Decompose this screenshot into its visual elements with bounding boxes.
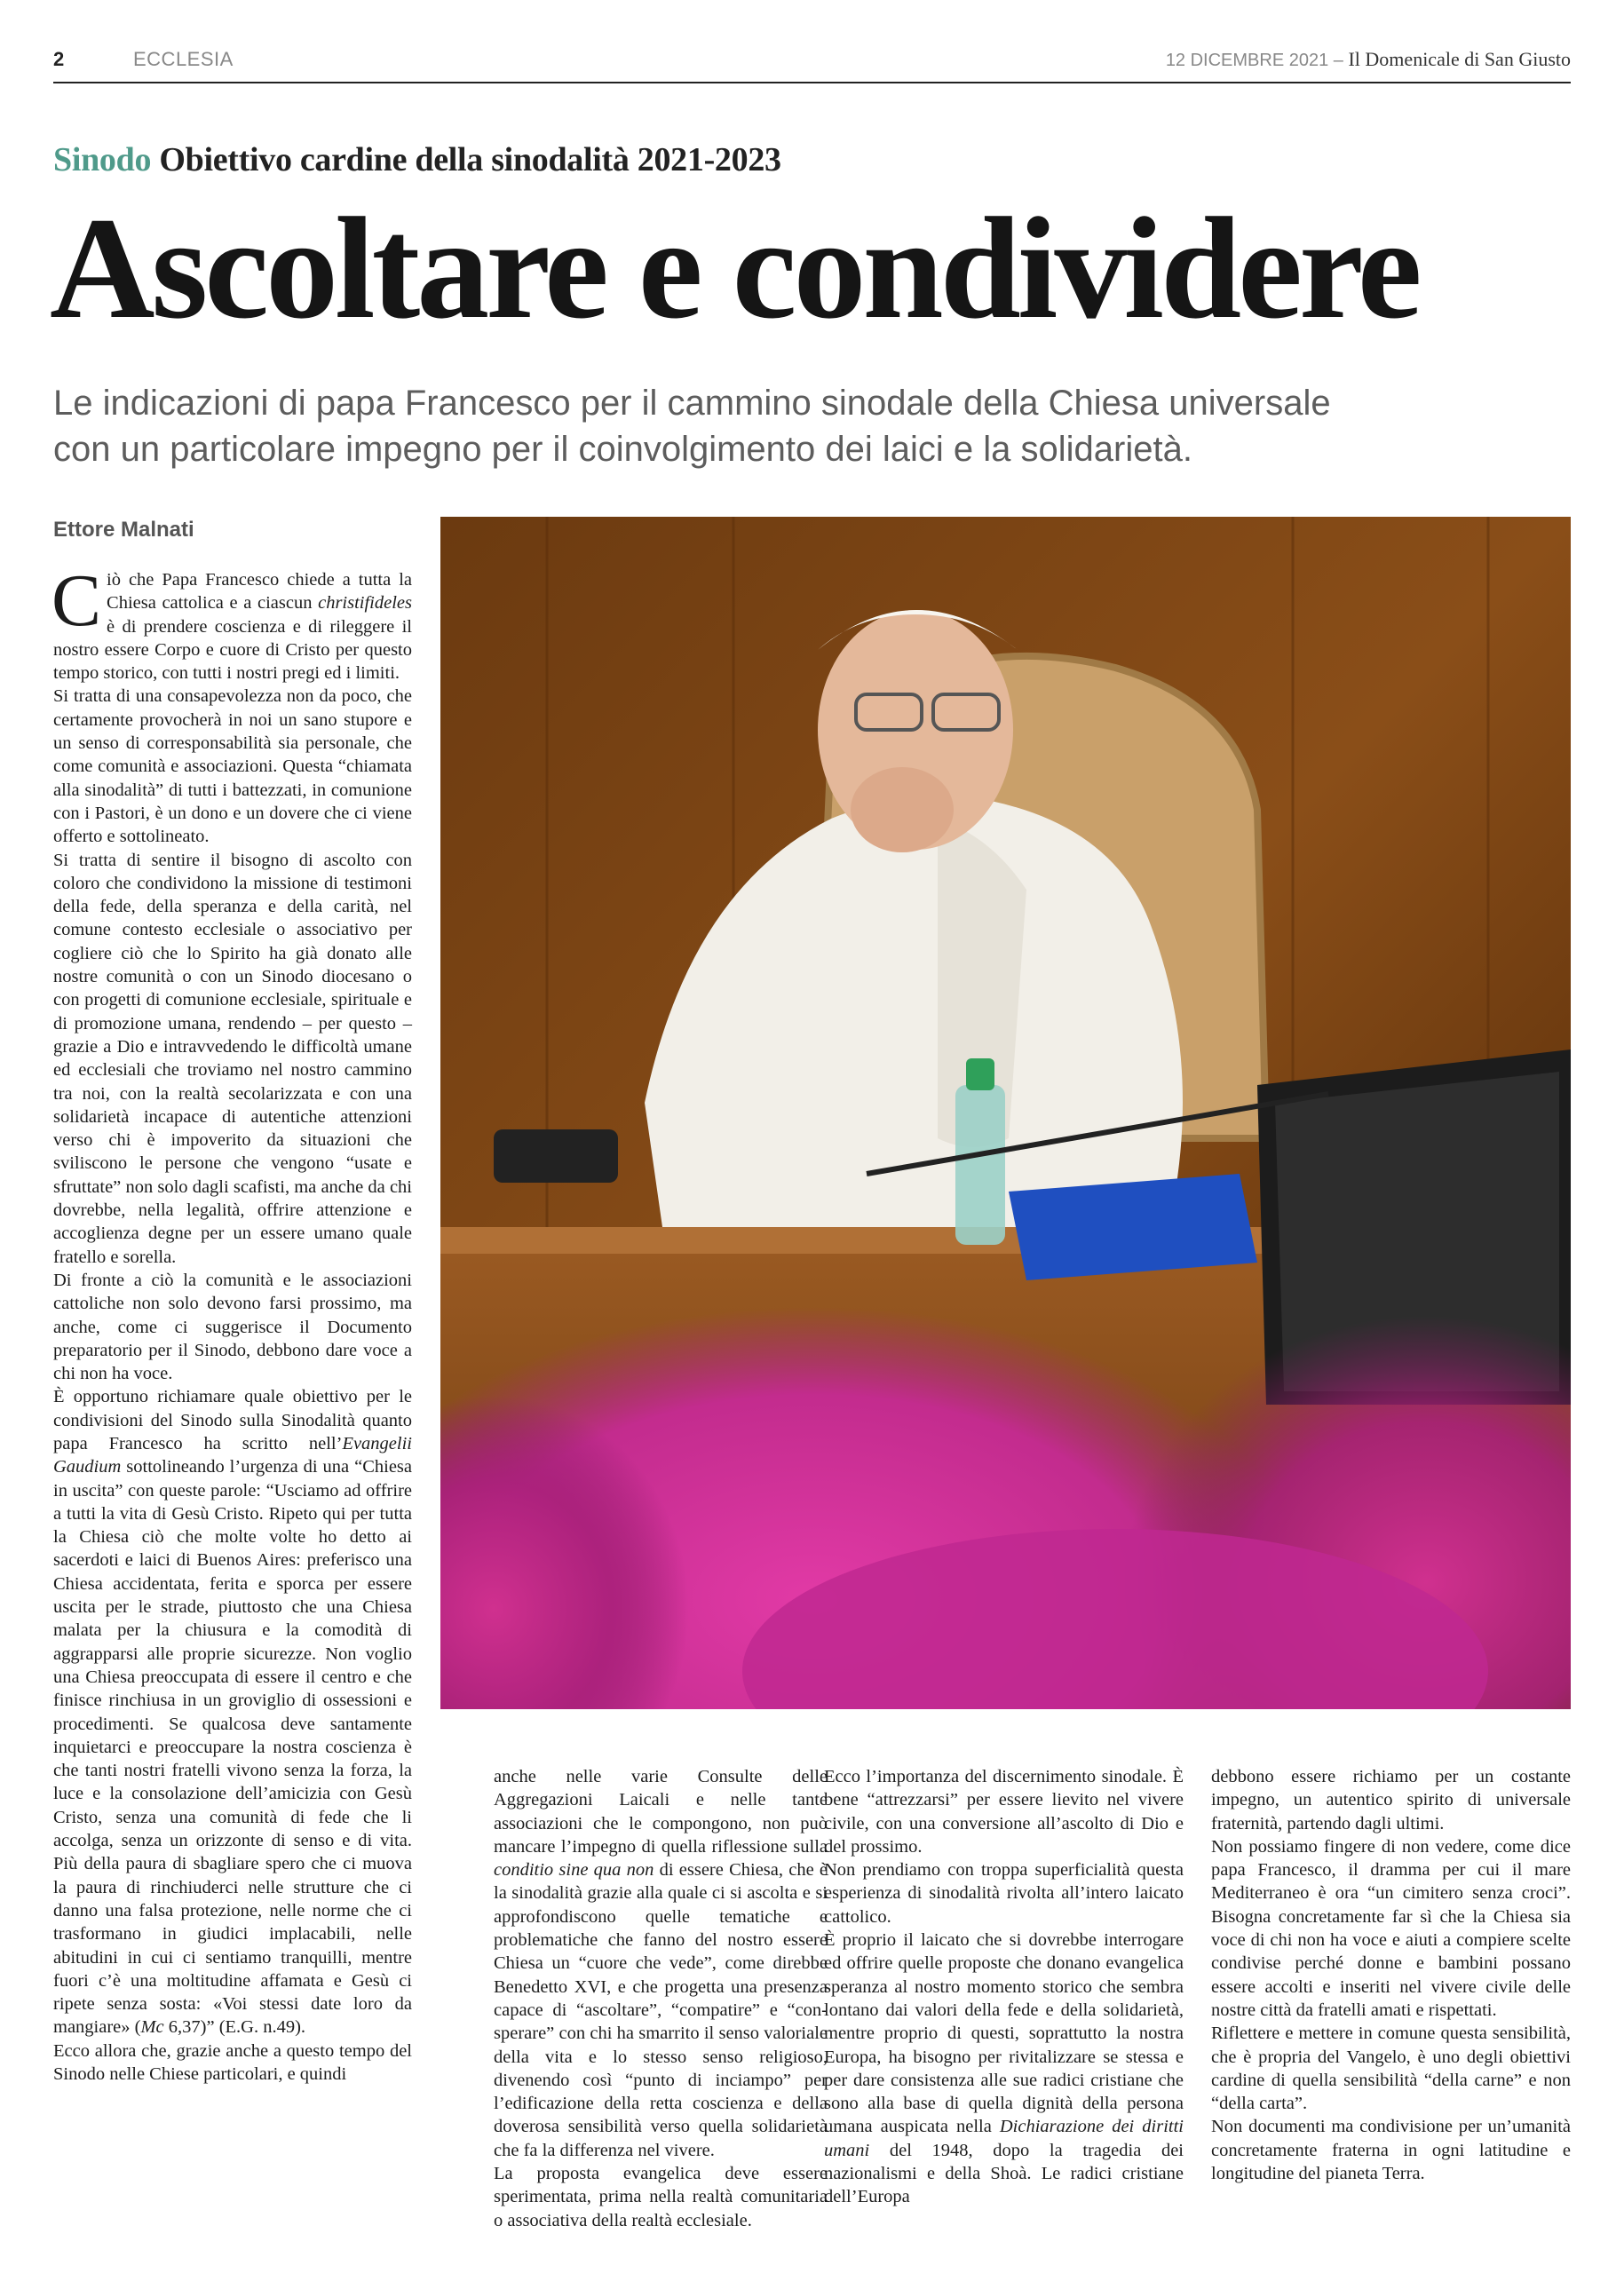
text-run: è di prendere coscienza e di rileggere il nostro essere Corpo e cuore di Cristo per questo tempo storico, con tutti i nostri pregi ed i limiti. [53, 616, 412, 684]
text-run: 6,37)” (E.G. n.49). [163, 2017, 306, 2038]
paragraph [824, 1928, 1184, 2209]
text-column-1 [51, 559, 412, 2086]
header-separator: – [1328, 51, 1349, 70]
kicker [53, 140, 781, 179]
article-title: Ascoltare e condividere [50, 188, 1419, 349]
page-header [53, 48, 1571, 78]
paragraph: Si tratta di sentire il bisogno di ascolto con coloro che condividono la missione di testimoni della fede, della speranza e della carità, nel comune contesto ecclesiale o associativo per cogliere ciò che lo Spirito ha già donato alle nostre comunità o con un Sinodo diocesano o con progetti di comunione ecclesiale, spirituale e di promozione umana, rendendo – per questo – grazie a Dio e intravvedendo le difficoltà umane ed ecclesiali che troviamo nel nostro cammino tra noi, con la realtà secolarizzata e con una solidarietà incapace di autentiche attenzioni verso chi è impoverito da situazioni che svilisconο le persone che vengono “usate e sfruttate” non solo dagli scafisti, ma anche da chi dovrebbe, nella legalità, offrire attenzione e accoglienza degne per un essere umano quale fratello e sorella. [53, 850, 412, 1267]
text-run: È opportuno richiamare quale obiettivo per le condivisioni del Sinodo sulla Sinodalità quanto papa Francesco ha scritto nell’ [53, 1387, 412, 1453]
subtitle-line-1: Le indicazioni di papa Francesco per il cammino sinodale della Chiesa universale [53, 384, 1331, 423]
paragraph: La proposta evangelica deve essere sperimentata, prima nella realtà comunitaria o associativa della realtà ecclesiale. [494, 2164, 828, 2230]
paragraph: debbono essere richiamo per un costante impegno, un autentico spirito di universale fraternità, partendo dagli ultimi. [1211, 1767, 1571, 1833]
kicker-text: Obiettivo cardine della sinodalità 2021-2023 [151, 141, 781, 178]
italic-term: Dichiarazione dei diritti umani [824, 2117, 1184, 2160]
paragraph: Non prendiamo con troppa superficialità questa esperienza di sinodalità rivolta all’intero laicato cattolico. [824, 1860, 1184, 1927]
drop-cap: C [51, 559, 102, 642]
author-byline: Ettore Malnati [53, 518, 194, 542]
paragraph: Si tratta di una consapevolezza non da poco, che certamente provocherà in noi un sano stupore e un senso di corresponsabilità sia personale, che come comunità e associazioni. Questa “chiamata alla sinodalità” di tutti i battezzati, in comunione con i Pastori, è un dono e un dovere che ci viene offerto e sottolineato. [53, 686, 412, 847]
subtitle-line-2: con un particolare impegno per il coinvolgimento dei laici e la solidarietà. [53, 430, 1192, 469]
issue-date: 12 DICEMBRE 2021 [1165, 51, 1329, 70]
text-run: È proprio il laicato che si dovrebbe interrogare ed offrire quelle proposte che donano evangelica speranza al nostro momento storico che sembra lontano dai valori della fede e della solidarietà, mentre proprio di questi, soprattutto la nostra Europa, ha bisogno per rivitalizzare se stessa e per dare consistenza alle sue radici cristiane che sono alla base di quella dignità della persona umana auspicata nella [824, 1930, 1184, 2137]
header-rule [53, 82, 1571, 83]
paragraph [494, 1765, 828, 2162]
paragraph: Ecco l’importanza del discernimento sinodale. È bene “attrezzarsi” per essere lievito nel vivere civile, con una conversione all’ascolto di Dio e del prossimo. [824, 1767, 1184, 1857]
article-subtitle [53, 380, 1563, 472]
text-column-3 [824, 1765, 1184, 2209]
paragraph: Di fronte a ciò la comunità e le associazioni cattoliche non solo devono farsi prossimo, ma anche, come ci suggerisce il Documento preparatorio per il Sinodo, debbono dare voce a chi non ha voce. [53, 1270, 412, 1384]
text-run: di essere Chiesa, che è la sinodalità grazie alla quale ci si ascolta e si approfondiscono quelle tematiche e problematiche che fanno del nostro essere Chiesa un “cuore che vede”, come direbbe Benedetto XVI, e che progetta una presenza capace di “ascoltare”, “compatire” e “con-sperare” con chi ha smarrito il senso valoriale della vita e lo stesso senso religioso, divenendo così “punto di inciampo” per l’edificazione della retta coscienza e della doverosa sensibilità verso quella solidarietà che fa la differenza nel vivere. [494, 1860, 828, 2160]
text-column-4 [1211, 1765, 1571, 2185]
italic-term: Mc [140, 2017, 164, 2038]
kicker-tag: Sinodo [53, 141, 152, 178]
page-number: 2 [53, 48, 65, 70]
italic-term: conditio sine qua non [494, 1860, 654, 1881]
text-run: sottolineando l’urgenza di una “Chiesa in uscita” con queste parole: “Usciamo ad offrire a tutti la vita di Gesù Cristo. Ripeto qui per tutta la Chiesa ciò che molte volte ho detto ai sacerdoti e laici di Buenos Aires: preferisco una Chiesa accidentata, ferita e sporca per essere uscita per le strade, piuttosto che una Chiesa malata per la chiusura e la comodità di aggrapparsi alle proprie sicurezze. Non voglio una Chiesa preoccupata di essere il centro e che finisce rinchiusa in un groviglio di ossessioni e procedimenti. Se qualcosa deve santamente inquietarci e preoccupare la nostra coscienza è che tanti nostri fratelli vivono senza la forza, la luce e la consolazione dell’amicizia con Gesù Cristo, senza una comunità di fede che li accolga, senza un orizzonte di senso e di vita. Più della paura di sbagliare spero che ci muova la paura di rinchiuderci nelle strutture che ci danno una falsa protezione, nelle norme che ci trasformano in giudici implacabili, nelle abitudini in cui ci sentiamo tranquilli, mentre fuori c’è una moltitudine affamata e Gesù ci ripete senza sosta: «Voi stessi date loro da mangiare» ( [53, 1457, 412, 2038]
paragraph [53, 1385, 412, 2039]
text-run: anche nelle varie Consulte delle Aggregazioni Laicali e nelle tante associazioni che le compongono, non può mancare l’impegno di quella riflessione sulla [494, 1767, 828, 1857]
photo-illustration [440, 517, 1571, 1709]
text-run: iò che Papa Francesco chiede a tutta la Chiesa cattolica e a ciascun [107, 570, 412, 614]
text-column-2 [494, 1765, 828, 2232]
paragraph: Riflettere e mettere in comune questa sensibilità, che è propria del Vangelo, è uno degli obiettivi cardine di quella sensibilità “della carne” e non “della carta”. [1211, 2024, 1571, 2114]
section-name: ECCLESIA [133, 48, 234, 70]
issue-info [1166, 48, 1571, 71]
paragraph: Non documenti ma condivisione per un’umanità concretamente fraterna in ogni latitudine e longitudine del pianeta Terra. [1211, 2117, 1571, 2184]
paragraph [51, 559, 412, 685]
article-photo [440, 517, 1571, 1709]
italic-term: christifideles [318, 593, 412, 614]
text-run: del 1948, dopo la tragedia dei nazionalismi e della Shoà. Le radici cristiane dell’Europa [824, 2140, 1184, 2207]
newspaper-name: Il Domenicale di San Giusto [1348, 48, 1571, 70]
paragraph: Non possiamo fingere di non vedere, come dice papa Francesco, il dramma per cui il mare Mediterraneo è ora “un cimitero senza croci”. Bisogna concretamente far sì che la Chiesa sia voce di chi non ha voce e aiuti a compiere scelte condivise perché donne e bambini possano essere accolti e inseriti nel vivere civile delle nostre città da fratelli amati e rispettati. [1211, 1836, 1571, 2020]
paragraph: Ecco allora che, grazie anche a questo tempo del Sinodo nelle Chiese particolari, e quindi [53, 2040, 412, 2084]
italic-term: Evangelii Gaudium [53, 1433, 412, 1477]
